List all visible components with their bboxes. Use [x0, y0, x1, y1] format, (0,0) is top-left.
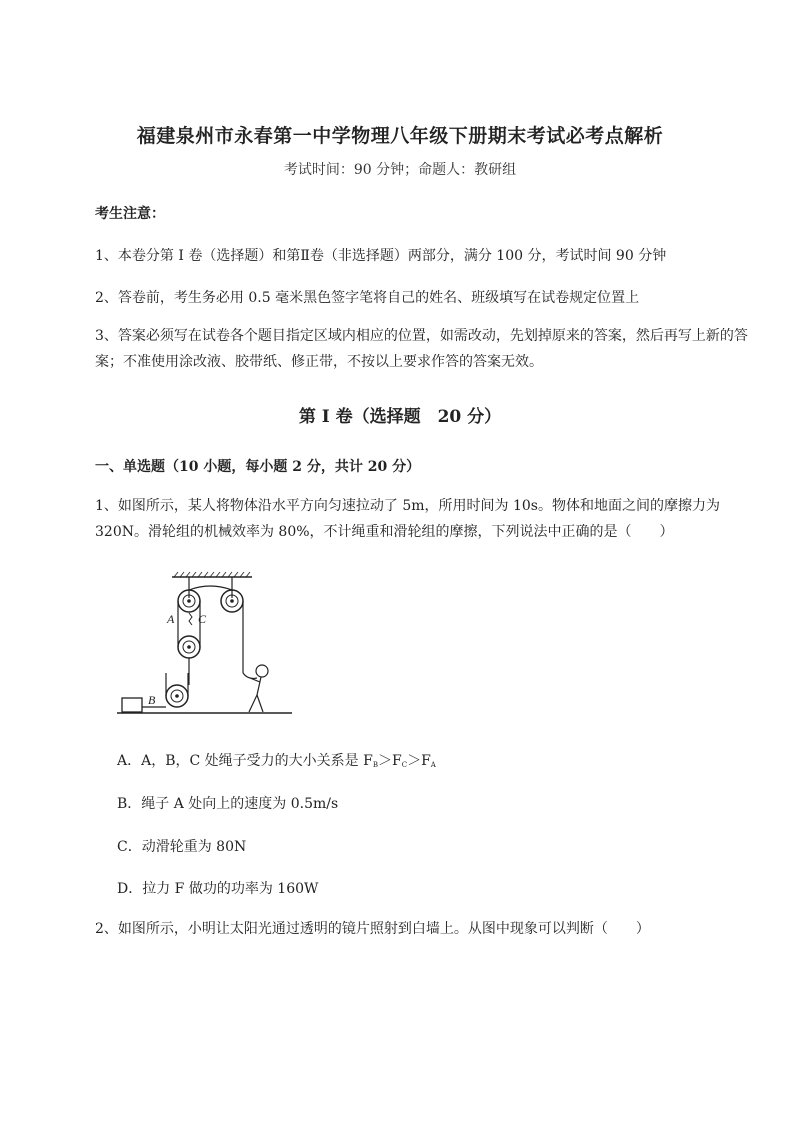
option-b: B．绳子 A 处向上的速度为 0.5m/s	[117, 796, 339, 812]
rope-connector	[189, 613, 192, 625]
section-title: 第 I 卷（选择题 20 分）	[298, 407, 502, 427]
exam-info: 考试时间：90 分钟；命题人：教研组	[283, 162, 517, 178]
label-a: A	[167, 612, 175, 626]
label-b: B	[148, 693, 156, 707]
option-a: A．A，B，C 处绳子受力的大小关系是 $F_B>F_C>F_A$	[117, 753, 436, 769]
notice-heading: 考生注意：	[95, 206, 165, 222]
person-figure	[249, 665, 268, 712]
option-d: D．拉力 F 做功的功率为 160W	[117, 881, 319, 897]
part-heading: 一、单选题（10 小题，每小题 2 分，共计 20 分）	[95, 459, 421, 475]
page-title: 福建泉州市永春第一中学物理八年级下册期末考试必考点解析	[136, 125, 664, 147]
ropes	[142, 586, 257, 707]
question-1-stem: 1、如图所示，某人将物体沿水平方向匀速拉动了 5m，所用时间为 10s。物体和地面之间的摩擦力为 320N。滑轮组的机械效率为 80%，不计绳重和滑轮组的摩擦，下列说法中正确的是（ ）	[95, 498, 720, 540]
notice-item-1: 1、本卷分第 I 卷（选择题）和第Ⅱ卷（非选择题）两部分，满分 100 分，考试时间 90 分钟	[95, 248, 667, 264]
label-c: C	[198, 612, 207, 626]
block	[122, 698, 142, 712]
pulley-figure	[112, 568, 312, 718]
question-2-stem: 2、如图所示，小明让太阳光通过透明的镜片照射到白墙上。从图中现象可以判断（ ）	[95, 921, 650, 937]
option-c: C．动滑轮重为 80N	[117, 839, 247, 855]
notice-item-2: 2、答卷前，考生务必用 0.5 毫米黑色签字笔将自己的姓名、班级填写在试卷规定位置上	[95, 290, 640, 306]
notice-item-3: 3、答案必须写在试卷各个题目指定区域内相应的位置，如需改动，先划掉原来的答案，然后再写上新的答案；不准使用涂改液、胶带纸、修正带，不按以上要求作答的答案无效。	[95, 328, 748, 370]
